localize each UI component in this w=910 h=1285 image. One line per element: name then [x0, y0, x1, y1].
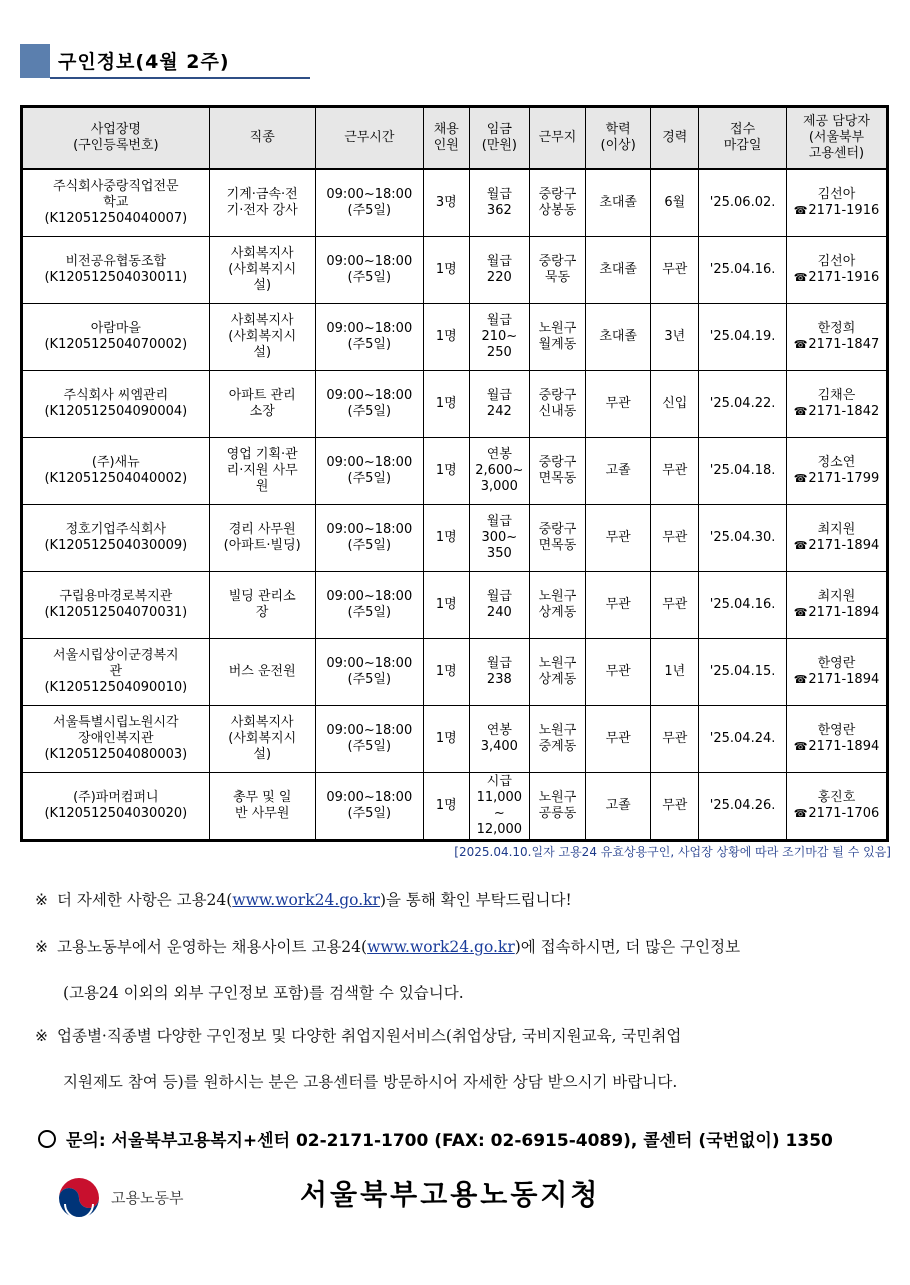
cell-career: 무관: [651, 237, 699, 304]
work24-link[interactable]: www.work24.go.kr: [367, 938, 515, 956]
notice-2: [35, 935, 895, 957]
cell-career: 무관: [651, 438, 699, 505]
table-row: [22, 639, 888, 706]
cell-hours: 09:00~18:00 (주5일): [315, 169, 423, 237]
cell-deadline: '25.04.15.: [699, 639, 787, 706]
cell-company: 비전공유협동조합 (K120512504030011): [22, 237, 210, 304]
ministry-logo: [55, 1174, 225, 1220]
col-header-education: 학력 (이상): [586, 107, 651, 170]
cell-headcount: 1명: [423, 639, 469, 706]
phone-number: ☎ 2171-1894: [789, 672, 884, 688]
cell-company: (주)새뉴 (K120512504040002): [22, 438, 210, 505]
table-row: [22, 706, 888, 773]
col-header-location: 근무지: [529, 107, 585, 170]
cell-job: 사회복지사 (사회복지시 설): [209, 237, 315, 304]
cell-career: 무관: [651, 773, 699, 841]
cell-deadline: '25.04.16.: [699, 237, 787, 304]
cell-hours: 09:00~18:00 (주5일): [315, 304, 423, 371]
cell-education: 초대졸: [586, 237, 651, 304]
notice-mark: ※: [35, 891, 48, 909]
cell-location: 중랑구 신내동: [529, 371, 585, 438]
manager-name: 김채은: [817, 388, 856, 403]
manager-name: 최지원: [817, 589, 856, 604]
cell-headcount: 1명: [423, 304, 469, 371]
cell-education: 무관: [586, 639, 651, 706]
notice-mark: ※: [35, 1027, 48, 1045]
cell-headcount: 1명: [423, 773, 469, 841]
cell-headcount: 3명: [423, 169, 469, 237]
cell-headcount: 1명: [423, 505, 469, 572]
cell-wage: 연봉 3,400: [469, 706, 529, 773]
cell-wage: 월급 242: [469, 371, 529, 438]
cell-hours: 09:00~18:00 (주5일): [315, 572, 423, 639]
cell-job: 빌딩 관리소 장: [209, 572, 315, 639]
cell-contact: [786, 438, 887, 505]
cell-deadline: '25.04.30.: [699, 505, 787, 572]
title-marker: [20, 44, 50, 78]
table-row: [22, 505, 888, 572]
phone-number: ☎ 2171-1894: [789, 605, 884, 621]
cell-company: 주식회사중랑직업전문 학교 (K120512504040007): [22, 169, 210, 237]
cell-deadline: '25.06.02.: [699, 169, 787, 237]
table-body: [22, 169, 888, 841]
cell-education: 무관: [586, 572, 651, 639]
cell-job: 버스 운전원: [209, 639, 315, 706]
manager-name: 홍진호: [817, 790, 856, 805]
cell-location: 중랑구 묵동: [529, 237, 585, 304]
cell-location: 중랑구 면목동: [529, 438, 585, 505]
cell-education: 무관: [586, 706, 651, 773]
table-row: [22, 438, 888, 505]
notice-mark: ※: [35, 938, 48, 956]
cell-location: 중랑구 면목동: [529, 505, 585, 572]
cell-hours: 09:00~18:00 (주5일): [315, 237, 423, 304]
manager-name: 김선아: [817, 254, 856, 269]
notice-1-text-b: )을 통해 확인 부탁드립니다!: [379, 891, 572, 909]
cell-headcount: 1명: [423, 706, 469, 773]
cell-wage: 월급 220: [469, 237, 529, 304]
cell-career: 6월: [651, 169, 699, 237]
cell-career: 3년: [651, 304, 699, 371]
manager-name: 한영란: [817, 723, 856, 738]
title-underline: [50, 77, 310, 79]
cell-location: 노원구 중계동: [529, 706, 585, 773]
cell-wage: 월급 240: [469, 572, 529, 639]
cell-deadline: '25.04.22.: [699, 371, 787, 438]
cell-job: 영업 기획·관 리·지원 사무 원: [209, 438, 315, 505]
contact-line: [38, 1126, 833, 1151]
cell-company: 서울특별시립노원시각 장애인복지관 (K120512504080003): [22, 706, 210, 773]
cell-wage: 월급 362: [469, 169, 529, 237]
cell-deadline: '25.04.24.: [699, 706, 787, 773]
col-header-company: 사업장명 (구인등록번호): [22, 107, 210, 170]
cell-headcount: 1명: [423, 371, 469, 438]
phone-number: ☎ 2171-1894: [789, 538, 884, 554]
phone-number: ☎ 2171-1799: [789, 471, 884, 487]
cell-hours: 09:00~18:00 (주5일): [315, 773, 423, 841]
manager-name: 정소연: [817, 455, 856, 470]
circle-bullet-icon: [38, 1130, 56, 1148]
cell-company: 서울시립상이군경복지 관 (K120512504090010): [22, 639, 210, 706]
cell-deadline: '25.04.26.: [699, 773, 787, 841]
job-listings-table: [20, 105, 889, 842]
phone-number: ☎ 2171-1847: [789, 337, 884, 353]
notice-2-line-2: (고용24 이외의 외부 구인정보 포함)를 검색할 수 있습니다.: [63, 984, 464, 1002]
phone-number: ☎ 2171-1916: [789, 203, 884, 219]
notice-3: [35, 1024, 895, 1046]
cell-job: 총무 및 일 반 사무원: [209, 773, 315, 841]
cell-location: 노원구 공릉동: [529, 773, 585, 841]
notice-3-text: 업종별·직종별 다양한 구인정보 및 다양한 취업지원서비스(취업상담, 국비지원교육, 국민취업: [57, 1027, 682, 1045]
cell-job: 사회복지사 (사회복지시 설): [209, 706, 315, 773]
cell-contact: [786, 169, 887, 237]
manager-name: 최지원: [817, 522, 856, 537]
cell-job: 기계·금속·전 기·전자 강사: [209, 169, 315, 237]
cell-job: 아파트 관리 소장: [209, 371, 315, 438]
cell-wage: 월급 210~ 250: [469, 304, 529, 371]
notice-1-text-a: 더 자세한 사항은 고용24(: [57, 891, 233, 909]
cell-wage: 시급 11,000 ~ 12,000: [469, 773, 529, 841]
cell-career: 신입: [651, 371, 699, 438]
manager-name: 한정희: [817, 321, 856, 336]
notice-2-text-a: 고용노동부에서 운영하는 채용사이트 고용24(: [57, 938, 368, 956]
work24-link[interactable]: www.work24.go.kr: [232, 891, 380, 909]
col-header-contact: 제공 담당자 (서울북부 고용센터): [786, 107, 887, 170]
table-row: [22, 572, 888, 639]
col-header-job: 직종: [209, 107, 315, 170]
cell-deadline: '25.04.16.: [699, 572, 787, 639]
cell-company: 구립용마경로복지관 (K120512504070031): [22, 572, 210, 639]
table-row: [22, 371, 888, 438]
manager-name: 김선아: [817, 187, 856, 202]
notice-3-line-2: 지원제도 참여 등)를 원하시는 분은 고용센터를 방문하시어 자세한 상담 받으시기 바랍니다.: [63, 1073, 678, 1091]
cell-location: 중랑구 상봉동: [529, 169, 585, 237]
cell-company: (주)파머컴퍼니 (K120512504030020): [22, 773, 210, 841]
cell-company: 정호기업주식회사 (K120512504030009): [22, 505, 210, 572]
col-header-career: 경력: [651, 107, 699, 170]
phone-number: ☎ 2171-1706: [789, 806, 884, 822]
cell-company: 아람마을 (K120512504070002): [22, 304, 210, 371]
cell-education: 초대졸: [586, 304, 651, 371]
cell-deadline: '25.04.19.: [699, 304, 787, 371]
cell-hours: 09:00~18:00 (주5일): [315, 639, 423, 706]
contact-text: 문의: 서울북부고용복지+센터 02-2171-1700 (FAX: 02-6915-4089), 콜센터 (국번없이) 1350: [66, 1131, 833, 1151]
cell-contact: [786, 237, 887, 304]
cell-location: 노원구 상계동: [529, 572, 585, 639]
notice-2-text-b: )에 접속하시면, 더 많은 구인정보: [514, 938, 741, 956]
cell-company: 주식회사 씨엠관리 (K120512504090004): [22, 371, 210, 438]
table-header-row: [22, 107, 888, 170]
page-title: 구인정보(4월 2주): [58, 51, 230, 73]
cell-location: 노원구 월계동: [529, 304, 585, 371]
cell-contact: [786, 572, 887, 639]
cell-career: 무관: [651, 706, 699, 773]
col-header-hours: 근무시간: [315, 107, 423, 170]
col-header-deadline: 접수 마감일: [699, 107, 787, 170]
cell-deadline: '25.04.18.: [699, 438, 787, 505]
cell-education: 고졸: [586, 438, 651, 505]
table-row: [22, 169, 888, 237]
phone-number: ☎ 2171-1894: [789, 739, 884, 755]
cell-education: 무관: [586, 505, 651, 572]
data-date-footnote: [2025.04.10.일자 고용24 유효상용구인, 사업장 상황에 따라 조기마감 될 수 있음]: [454, 845, 891, 859]
cell-hours: 09:00~18:00 (주5일): [315, 371, 423, 438]
table-row: [22, 304, 888, 371]
cell-wage: 월급 300~ 350: [469, 505, 529, 572]
cell-job: 사회복지사 (사회복지시 설): [209, 304, 315, 371]
table-row: [22, 237, 888, 304]
cell-career: 무관: [651, 572, 699, 639]
title-block: [20, 44, 310, 80]
col-header-headcount: 채용 인원: [423, 107, 469, 170]
col-header-wage: 임금 (만원): [469, 107, 529, 170]
cell-wage: 월급 238: [469, 639, 529, 706]
cell-headcount: 1명: [423, 572, 469, 639]
cell-career: 1년: [651, 639, 699, 706]
logo-text: 고용노동부: [111, 1189, 184, 1207]
cell-contact: [786, 773, 887, 841]
cell-headcount: 1명: [423, 438, 469, 505]
cell-contact: [786, 505, 887, 572]
cell-contact: [786, 706, 887, 773]
cell-contact: [786, 371, 887, 438]
table-row: [22, 773, 888, 841]
notice-1: [35, 888, 895, 910]
cell-wage: 연봉 2,600~ 3,000: [469, 438, 529, 505]
cell-location: 노원구 상계동: [529, 639, 585, 706]
cell-hours: 09:00~18:00 (주5일): [315, 706, 423, 773]
cell-education: 고졸: [586, 773, 651, 841]
cell-contact: [786, 304, 887, 371]
agency-name: 서울북부고용노동지청: [300, 1178, 601, 1211]
cell-education: 초대졸: [586, 169, 651, 237]
phone-number: ☎ 2171-1916: [789, 270, 884, 286]
cell-contact: [786, 639, 887, 706]
phone-number: ☎ 2171-1842: [789, 404, 884, 420]
taegeuk-emblem-icon: [55, 1174, 103, 1220]
cell-job: 경리 사무원 (아파트·빌딩): [209, 505, 315, 572]
cell-hours: 09:00~18:00 (주5일): [315, 505, 423, 572]
cell-education: 무관: [586, 371, 651, 438]
cell-headcount: 1명: [423, 237, 469, 304]
cell-hours: 09:00~18:00 (주5일): [315, 438, 423, 505]
cell-career: 무관: [651, 505, 699, 572]
manager-name: 한영란: [817, 656, 856, 671]
